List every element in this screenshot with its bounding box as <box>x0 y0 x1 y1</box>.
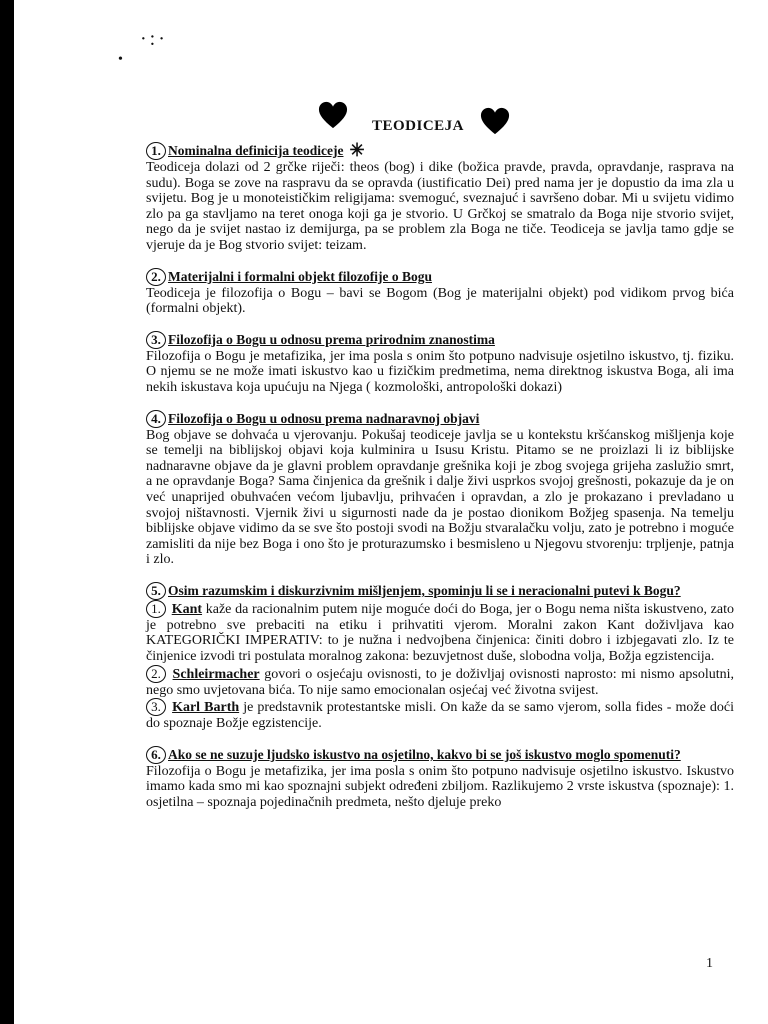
sub-item-text: kaže da racionalnim putem nije moguće doći do Boga, jer o Bogu nema ništa iskustveno, zato je potrebno sve prebaciti na etiku i prihvatiti vjerom. Moralni zakon Kant doživljava kao KATEGORIČKI IMPERATIV: to je nužna i nedvojbena činjenica: činiti dobro i izbjegavati zlo. Iz te činjenice izvodi tri postulata moralnog zakona: bezuvjetnost duše, slobodna volja, Božja egzistencija. <box>146 601 735 665</box>
page-title: TEODICEJA <box>372 118 465 134</box>
section-paragraph: Teodiceja je filozofija o Bogu – bavi se Bogom (Bog je materijalni objekt) pod vidikom prvog bića (formalni objekt). <box>146 285 734 317</box>
section-1 <box>146 142 734 254</box>
section-number: 5. <box>146 582 166 600</box>
section-4 <box>146 410 734 568</box>
sub-item-number: 3. <box>146 698 166 716</box>
section-6 <box>146 746 734 811</box>
section-heading-text: Osim razumskim i diskurzivnim mišljenjem, spominju li se i neracionalni putevi k Bogu? <box>168 583 681 599</box>
section-paragraph: Filozofija o Bogu je metafizika, jer ima posla s onim što potpuno nadvisuje osjetilno iskustvo, tj. fiziku. O njemu se ne može imati iskustvo kao u fizičkim predmetima, nema direktnog iskustva Boga, ali ima nekih iskustava koja upućuju na Njega ( kozmološki, antropološki dokazi) <box>146 348 734 395</box>
section-paragraph: Bog objave se dohvaća u vjerovanju. Pokušaj teodiceje javlja se u kontekstu kršćanskog mišljenja koje se temelji na biblijskoj objavi koja kulminira u Isusu Kristu. Pitamo se ne proizlazi li iz biblijske nadnaravne objave da je glavni problem opravdanje grešnika koji je zbog svojega grijeha zaslužio smrt, a ne opravdanje Boga? Sama činjenica da grešnik i dalje živi usprkos svojoj grešnosti, pokazuje da je on već unaprijed obuhvaćen većom ljubavlju, prihvaćen i opravdan, a zlo je prokazano i prevladano u svojoj ništavnosti. Vjernik živi u sigurnosti nade da je postao dionikom Božjeg spasenja. Na temelju biblijske objave vidimo da se sve što postoji svodi na Božju stvaralačku volju, zato je potrebno i moguće zamisliti da nije bez Boga i ono što je proturazumsko i besmisleno u Njegovu stvorenju: trpljenje, patnja i zlo. <box>146 427 734 568</box>
scan-left-edge <box>0 0 14 1024</box>
sub-item-name: Kant <box>171 601 203 617</box>
section-heading-text: Filozofija o Bogu u odnosu prema prirodnim znanostima <box>168 331 495 347</box>
section-2 <box>146 268 734 317</box>
sub-item <box>146 600 734 665</box>
section-number: 4. <box>146 410 166 428</box>
section-heading-text: Materijalni i formalni objekt filozofije o Bogu <box>168 268 432 284</box>
section-heading-text: Nominalna definicija teodiceje <box>168 143 344 159</box>
sub-item <box>146 698 734 732</box>
section-5 <box>146 582 734 732</box>
title-row <box>318 98 528 138</box>
section-heading <box>146 582 734 600</box>
heart-icon <box>480 106 510 136</box>
section-3 <box>146 331 734 396</box>
section-heading-text: Filozofija o Bogu u odnosu prema nadnaravnoj objavi <box>168 410 480 426</box>
document-body <box>146 142 734 825</box>
heart-icon <box>318 100 348 130</box>
section-heading <box>146 268 734 286</box>
sub-item-text: govori o osjećaju ovisnosti, to je doživljaj ovisnosti naprosto: mi nismo apsolutni, nego smo uvjetovana bića. To nije samo emocionalan osjećaj već životna svijest. <box>146 666 735 698</box>
sub-item-text: je predstavnik protestantske misli. On kaže da se samo vjerom, solla fides - može doći do spoznaje Božje egzistencije. <box>146 700 735 732</box>
section-heading <box>146 142 734 160</box>
section-heading <box>146 410 734 428</box>
section-number: 6. <box>146 746 166 764</box>
section-heading <box>146 331 734 349</box>
sub-item-number: 2. <box>146 665 166 683</box>
scan-speck: • <box>118 52 123 67</box>
sub-item-name: Schleirmacher <box>172 666 260 682</box>
star-doodle-icon: ✳ <box>349 140 365 161</box>
section-heading-text: Ako se ne suzuje ljudsko iskustvo na osjetilno, kakvo bi se još iskustvo moglo spomenuti? <box>168 747 681 763</box>
section-paragraph: Teodiceja dolazi od 2 grčke riječi: theos (bog) i dike (božica pravde, pravda, opravdanje, rasprava na sudu). Boga se zove na raspravu da se opravda (iustificatio Dei) pred nama jer je dopustio da ima zla u svijetu. Bog je u monoteističkim religijama: svemoguć, sveznajuć i savršeno dobar. Mi u svijetu vidimo zlo pa ga stavljamo na teret onoga koji ga je stvorio. U Grčkoj se smatralo da Boga nije stvorio svijet, nego da je svijet nastao iz demijurga, pa se problem zla Boga ne tiče. Teodiceja se javlja tamo gdje se vjeruje da je Bog stvorio svijet: teizam. <box>146 160 734 253</box>
section-paragraph: Filozofija o Bogu je metafizika, jer ima posla s onim što potpuno nadvisuje osjetilno iskustvo. Iskustvo imamo kada smo mi kao spoznajni subjekt određeni zbiljom. Razlikujemo 2 vrste iskustva (spoznaje): 1. osjetilna – spoznaja pojedinačnih predmeta, nešto djeluje preko <box>146 763 734 811</box>
section-number: 2. <box>146 268 166 286</box>
sub-item-number: 1. <box>146 600 166 618</box>
page-number: 1 <box>706 956 713 971</box>
section-number: 3. <box>146 331 166 349</box>
sub-item-name: Karl Barth <box>172 700 240 716</box>
section-number: 1. <box>146 142 166 160</box>
sub-item <box>146 665 734 699</box>
section-heading <box>146 746 734 764</box>
scan-specks: ·:· <box>140 28 168 50</box>
